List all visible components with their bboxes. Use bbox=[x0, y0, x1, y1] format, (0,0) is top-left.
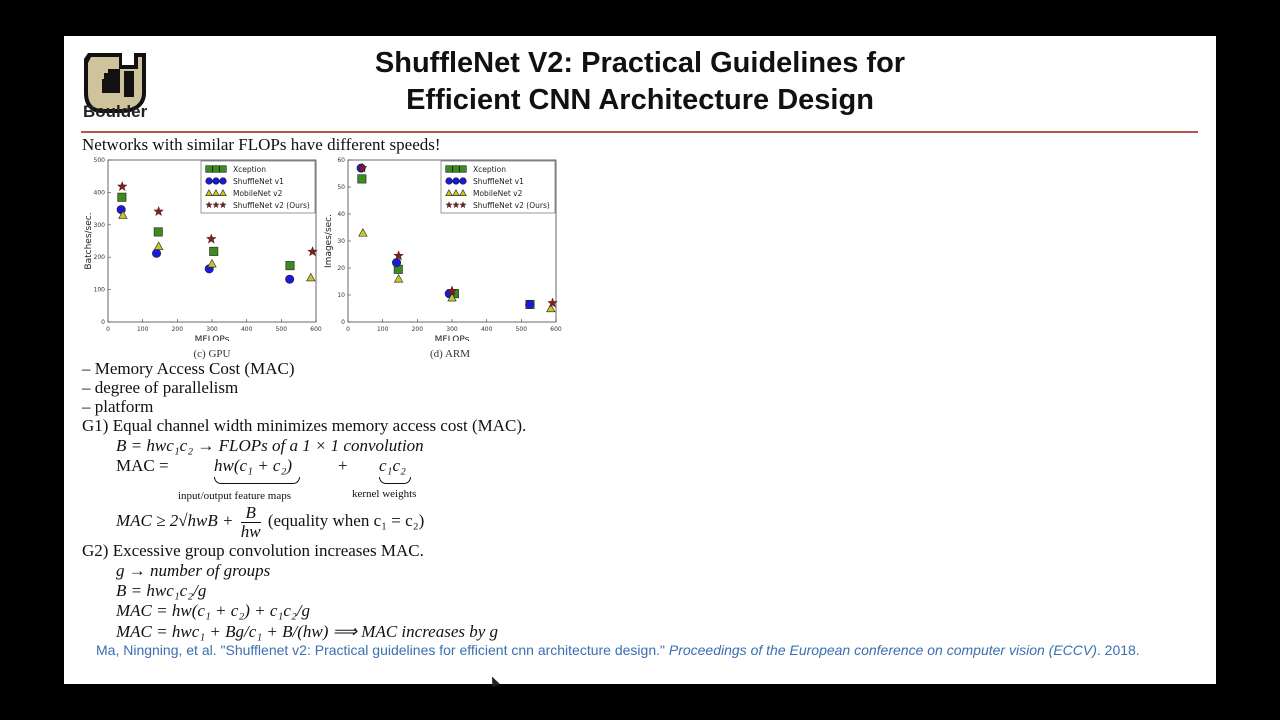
svg-text:100: 100 bbox=[376, 326, 389, 333]
bound-right: (equality when c₁ = c₂) bbox=[267, 511, 425, 530]
svg-text:MobileNet v2: MobileNet v2 bbox=[233, 189, 283, 198]
gpu-scatter-chart bbox=[82, 156, 322, 341]
brace-kernel bbox=[379, 477, 411, 484]
g1-term-kernel: c₁c₂ bbox=[379, 456, 406, 475]
svg-text:ShuffleNet v2 (Ours): ShuffleNet v2 (Ours) bbox=[473, 201, 550, 210]
svg-text:0: 0 bbox=[106, 326, 110, 333]
label-feature-maps: input/output feature maps bbox=[178, 490, 292, 502]
svg-text:40: 40 bbox=[337, 211, 345, 218]
g1-mac-label: MAC = bbox=[116, 456, 169, 475]
factor-parallelism: – degree of parallelism bbox=[82, 378, 239, 397]
svg-text:0: 0 bbox=[346, 326, 350, 333]
bound-left: MAC ≥ 2√hwB + bbox=[116, 511, 234, 530]
label-kernel-weights: kernel weights bbox=[352, 488, 417, 500]
svg-text:MFLOPs: MFLOPs bbox=[194, 335, 230, 341]
svg-text:0: 0 bbox=[341, 319, 345, 326]
svg-text:Images/sec.: Images/sec. bbox=[324, 214, 334, 268]
svg-text:200: 200 bbox=[93, 254, 105, 262]
g1-term-feature-maps: hw(c₁ + c₂) bbox=[214, 456, 293, 475]
title-line-2: Efficient CNN Architecture Design bbox=[406, 84, 874, 116]
citation-venue: Proceedings of the European conference on computer vision (ECCV) bbox=[668, 642, 1097, 658]
arm-chart-caption: (d) ARM bbox=[429, 348, 471, 360]
slide-title bbox=[244, 45, 1036, 119]
g1-mac-bound bbox=[116, 503, 424, 541]
g2-line-flops: B = hwc₁c₂/g bbox=[116, 581, 207, 600]
svg-text:300: 300 bbox=[446, 326, 458, 333]
svg-text:300: 300 bbox=[206, 326, 218, 333]
arm-scatter-chart bbox=[322, 156, 562, 341]
svg-text:60: 60 bbox=[337, 157, 345, 164]
lead-text: Networks with similar FLOPs have different speeds! bbox=[82, 135, 441, 154]
g2-heading: G2) Excessive group convolution increases MAC. bbox=[82, 541, 424, 560]
svg-text:400: 400 bbox=[480, 326, 493, 333]
factor-mac: – Memory Access Cost (MAC) bbox=[82, 359, 295, 378]
svg-text:200: 200 bbox=[411, 326, 424, 333]
svg-text:500: 500 bbox=[515, 326, 528, 333]
svg-text:100: 100 bbox=[136, 326, 149, 333]
g1-heading: G1) Equal channel width minimizes memory access cost (MAC). bbox=[82, 416, 527, 435]
svg-text:30: 30 bbox=[337, 238, 345, 245]
slide bbox=[64, 36, 1216, 684]
svg-text:500: 500 bbox=[93, 157, 105, 164]
g1-plus: + bbox=[338, 456, 348, 475]
citation-authors: Ma, Ningning, et al. "Shufflenet v2: Practical guidelines for efficient cnn architecture design." bbox=[96, 642, 669, 658]
g1-flops-line: B = hwc₁c₂ → FLOPs of a 1 × 1 convolution bbox=[116, 436, 424, 455]
svg-text:400: 400 bbox=[240, 326, 253, 333]
svg-text:MobileNet v2: MobileNet v2 bbox=[473, 189, 523, 198]
svg-text:200: 200 bbox=[171, 326, 184, 333]
svg-text:Batches/sec.: Batches/sec. bbox=[84, 212, 94, 270]
svg-text:ShuffleNet v1: ShuffleNet v1 bbox=[233, 177, 284, 186]
brace-feature-maps bbox=[214, 477, 300, 484]
bound-fraction bbox=[241, 504, 261, 541]
g2-line-mac: MAC = hw(c₁ + c₂) + c₁c₂/g bbox=[116, 601, 311, 620]
svg-text:600: 600 bbox=[310, 326, 322, 333]
g2-line-mac-expanded: MAC = hwc₁ + Bg/c₁ + B/(hw) ⟹ MAC increases by g bbox=[116, 622, 499, 641]
svg-text:10: 10 bbox=[337, 292, 345, 299]
svg-text:300: 300 bbox=[93, 221, 105, 229]
fraction-denominator: hw bbox=[240, 521, 261, 541]
title-divider bbox=[81, 131, 1198, 133]
svg-text:20: 20 bbox=[337, 265, 345, 272]
citation-year: . 2018. bbox=[1096, 642, 1140, 658]
title-line-1: ShuffleNet V2: Practical Guidelines for bbox=[374, 47, 906, 79]
svg-text:400: 400 bbox=[93, 189, 105, 197]
svg-text:500: 500 bbox=[275, 326, 288, 333]
svg-text:ShuffleNet v1: ShuffleNet v1 bbox=[473, 177, 524, 186]
svg-text:600: 600 bbox=[550, 326, 562, 333]
factor-platform: – platform bbox=[82, 397, 154, 416]
svg-text:Xception: Xception bbox=[473, 165, 507, 174]
g2-line-groups: g → number of groups bbox=[116, 561, 271, 580]
fraction-numerator: B bbox=[241, 504, 261, 523]
svg-text:MFLOPs: MFLOPs bbox=[434, 335, 470, 341]
svg-text:ShuffleNet v2 (Ours): ShuffleNet v2 (Ours) bbox=[233, 201, 310, 210]
svg-text:0: 0 bbox=[101, 319, 105, 326]
logo-text: Boulder bbox=[83, 102, 148, 121]
svg-text:50: 50 bbox=[337, 184, 345, 191]
gpu-chart-caption: (c) GPU bbox=[193, 348, 231, 360]
svg-text:Xception: Xception bbox=[233, 165, 267, 174]
svg-text:100: 100 bbox=[93, 286, 105, 294]
citation bbox=[96, 641, 1196, 659]
